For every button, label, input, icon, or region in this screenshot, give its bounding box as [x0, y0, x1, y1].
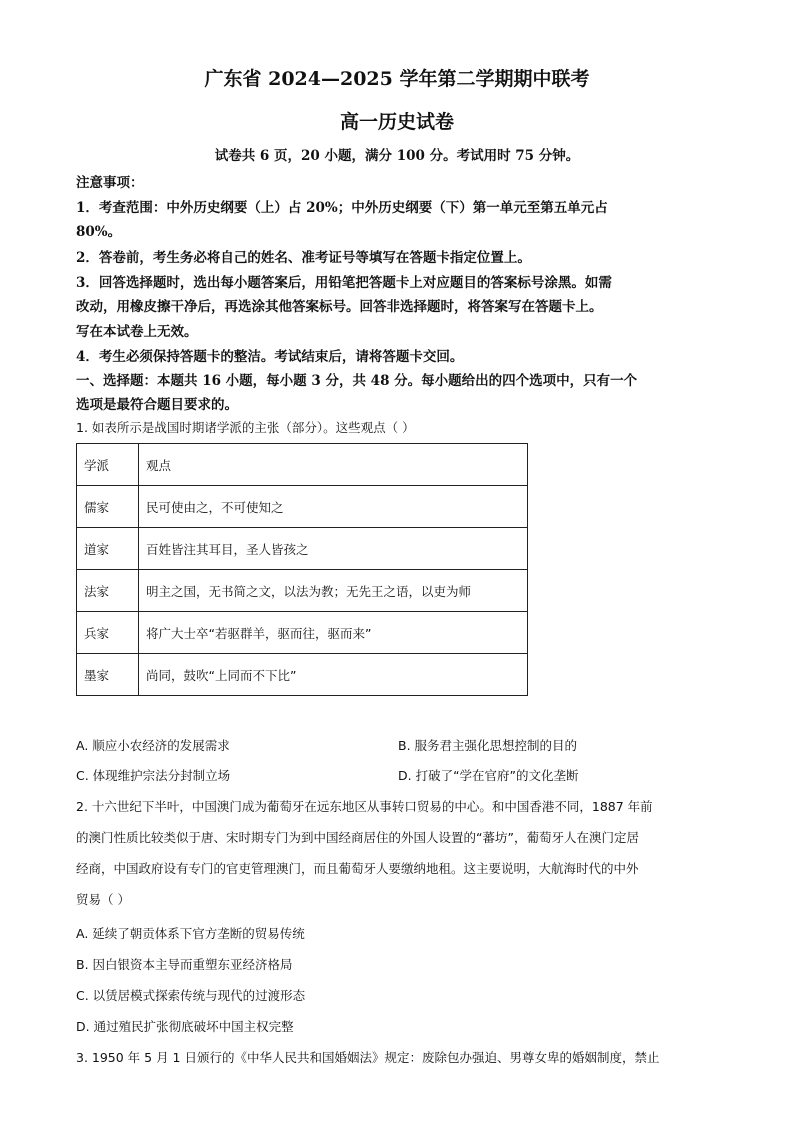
notes-heading: 注意事项：: [76, 175, 144, 191]
note-item-1-line-2: 80%。: [76, 224, 122, 240]
q1-option-c: C. 体现维护宗法分封制立场: [76, 768, 231, 783]
table-cell-view: 明主之国，无书简之文，以法为教；无先王之语，以吏为师: [139, 570, 528, 612]
question-3-line-1: 3. 1950 年 5 月 1 日颁行的《中华人民共和国婚姻法》规定：废除包办强迫、男尊女卑的婚姻制度，禁止: [76, 1050, 660, 1065]
question-2-line-4: 贸易（ ）: [76, 892, 130, 907]
question-1-stem: 1. 如表所示是战国时期诸学派的主张（部分）。这些观点（ ）: [76, 420, 415, 435]
table-header-cell: 观点: [139, 444, 528, 486]
table-header-row: [77, 444, 528, 486]
q1-option-a: A. 顺应小农经济的发展需求: [76, 738, 230, 753]
table-cell-view: 民可使由之，不可使知之: [139, 486, 528, 528]
note-item-3-line-3: 写在本试卷上无效。: [76, 324, 198, 340]
table-cell-view: 百姓皆注其耳目，圣人皆孩之: [139, 528, 528, 570]
q1-option-b: B. 服务君主强化思想控制的目的: [398, 738, 578, 753]
exam-info: 试卷共 6 页，20 小题，满分 100 分。考试用时 75 分钟。: [214, 148, 580, 164]
q1-option-d: D. 打破了“学在官府”的文化垄断: [398, 768, 579, 783]
note-item-4: 4．考生必须保持答题卡的整洁。考试结束后，请将答题卡交回。: [76, 349, 464, 365]
table-row: [77, 570, 528, 612]
table-cell-school: 兵家: [77, 612, 139, 654]
exam-subject: 高一历史试卷: [339, 111, 454, 133]
table-row: [77, 528, 528, 570]
table-cell-school: 道家: [77, 528, 139, 570]
table-cell-school: 法家: [77, 570, 139, 612]
note-item-3-line-2: 改动，用橡皮擦干净后，再选涂其他答案标号。回答非选择题时，将答案写在答题卡上。: [76, 299, 603, 315]
table-cell-school: 儒家: [77, 486, 139, 528]
schools-table: [76, 443, 528, 696]
section-1-line-1: 一、选择题：本题共 16 小题，每小题 3 分，共 48 分。每小题给出的四个选项中，只有一个: [76, 373, 638, 389]
note-item-2: 2．答卷前，考生务必将自己的姓名、准考证号等填写在答题卡指定位置上。: [76, 250, 531, 266]
table-header-cell: 学派: [77, 444, 139, 486]
note-item-1-line-1: 1．考查范围：中外历史纲要（上）占 20%；中外历史纲要（下）第一单元至第五单元占: [76, 200, 608, 216]
question-2-line-1: 2. 十六世纪下半叶，中国澳门成为葡萄牙在远东地区从事转口贸易的中心。和中国香港不同，1887 年前: [76, 799, 653, 814]
question-2-line-3: 经商，中国政府设有专门的官吏管理澳门，而且葡萄牙人要缴纳地租。这主要说明，大航海时代的中外: [76, 861, 639, 876]
section-1-line-2: 选项是最符合题目要求的。: [76, 397, 238, 413]
q2-option-c: C. 以赁居模式探索传统与现代的过渡形态: [76, 988, 306, 1003]
table-cell-school: 墨家: [77, 654, 139, 696]
table-row: [77, 654, 528, 696]
table-row: [77, 612, 528, 654]
table-cell-view: 将广大士卒“若驱群羊，驱而往，驱而来”: [139, 612, 528, 654]
question-2-line-2: 的澳门性质比较类似于唐、宋时期专门为到中国经商居住的外国人设置的“蕃坊”，葡萄牙人在澳门定居: [76, 830, 639, 845]
table-row: [77, 486, 528, 528]
table-cell-view: 尚同，鼓吹“上同而不下比”: [139, 654, 528, 696]
q2-option-a: A. 延续了朝贡体系下官方垄断的贸易传统: [76, 926, 305, 941]
q2-option-b: B. 因白银资本主导而重塑东亚经济格局: [76, 957, 293, 972]
note-item-3-line-1: 3．回答选择题时，选出每小题答案后，用铅笔把答题卡上对应题目的答案标号涂黑。如需: [76, 275, 612, 291]
exam-title: 广东省 2024—2025 学年第二学期期中联考: [204, 68, 590, 90]
q2-option-d: D. 通过殖民扩张彻底破坏中国主权完整: [76, 1019, 294, 1034]
